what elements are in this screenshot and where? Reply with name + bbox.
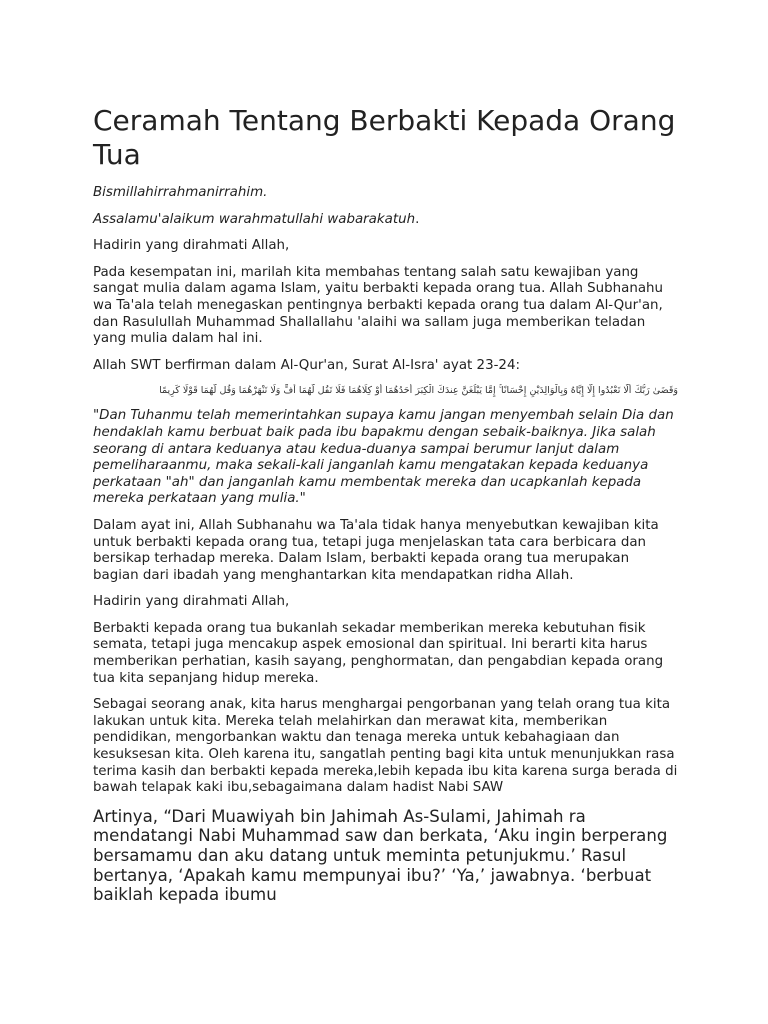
salam-line: [93, 212, 678, 229]
document-body: [93, 104, 678, 915]
paragraph-intro: Pada kesempatan ini, marilah kita membahas tentang salah satu kewajiban yang sangat mulia dalam agama Islam, yaitu berbakti kepada orang tua. Allah Subhanahu wa Ta'ala telah menegaskan pentingnya berbakti kepada orang tua dalam Al-Qur'an, dan Rasulullah Muhammad Shallallahu 'alaihi wa sallam juga memberikan teladan yang mulia dalam hal ini.: [93, 264, 664, 347]
greeting-2: Hadirin yang dirahmati Allah,: [93, 594, 290, 610]
paragraph-firman: Allah SWT berfirman dalam Al-Qur'an, Surat Al-Isra' ayat 23-24:: [93, 357, 520, 373]
bismillah-line: Bismillahirrahmanirrahim.: [93, 185, 268, 200]
document-title: Ceramah Tentang Berbakti Kepada Orang Tua: [93, 104, 676, 171]
greeting-1: Hadirin yang dirahmati Allah,: [93, 238, 290, 254]
paragraph-hadist: Artinya, “Dari Muawiyah bin Jahimah As-Sulami, Jahimah ra mendatangi Nabi Muhammad saw dan berkata, ‘Aku ingin berperang bersamamu dan aku datang untuk meminta petunjukmu.’ Rasul bertanya, ‘Apakah kamu mempunyai ibu?’ ‘Ya,’ jawabnya. ‘berbuat baiklah kepada ibumu: [93, 806, 668, 905]
arabic-verse: وَقَضَىٰ رَبُّكَ أَلَّا تَعْبُدُوا إِلَّا إِيَّاهُ وَبِالْوَالِدَيْنِ إِحْسَانًا ۚ إِمَّا يَبْلُغَنَّ عِندَكَ الْكِبَرَ أَحَدُهُمَا أَوْ كِلَاهُمَا فَلَا تَقُل لَّهُمَا أُفٍّ وَلَا تَنْهَرْهُمَا وَقُل لَّهُمَا قَوْلًا كَرِيمًا: [159, 385, 678, 397]
salam-text: Assalamu'alaikum warahmatullahi wabarakatuh: [93, 211, 416, 227]
paragraph-anak: Sebagai seorang anak, kita harus menghargai pengorbanan yang telah orang tua kita lakukan untuk kita. Mereka telah melahirkan dan merawat kita, memberikan pendidikan, mengorbankan waktu dan tenaga mereka untuk kebahagiaan dan kesuksesan kita. Oleh karena itu, sangatlah penting bagi kita untuk menunjukkan rasa terima kasih dan berbakti kepada mereka,lebih kepada ibu kita karena surga berada di bawah telapak kaki ibu,sebagaimana dalam hadist Nabi SAW: [93, 697, 678, 796]
quote-translation: [93, 408, 678, 508]
paragraph-berbakti: Berbakti kepada orang tua bukanlah sekadar memberikan mereka kebutuhan fisik semata, tetapi juga mencakup aspek emosional dan spiritual. Ini berarti kita harus memberikan perhatian, kasih sayang, penghormatan, dan pengabdian kepada orang tua kita sepanjang hidup mereka.: [93, 620, 664, 686]
quote-open-mark: ": [93, 408, 100, 424]
quote-close-mark: ": [299, 491, 306, 507]
quote-text: Dan Tuhanmu telah memerintahkan supaya kamu jangan menyembah selain Dia dan hendaklah kamu berbuat baik pada ibu bapakmu dengan sebaik-baiknya. Jika salah seorang di antara keduanya atau kedua-duanya sampai berumur lanjut dalam pemeliharaanmu, maka sekali-kali janganlah kamu mengatakan kepada keduanya perkataan "ah" dan janganlah kamu membentak mereka dan ucapkanlah kepada mereka perkataan yang mulia.: [93, 408, 674, 507]
paragraph-ayat: Dalam ayat ini, Allah Subhanahu wa Ta'ala tidak hanya menyebutkan kewajiban kita untuk berbakti kepada orang tua, tetapi juga menjelaskan tata cara berbicara dan bersikap terhadap mereka. Dalam Islam, berbakti kepada orang tua merupakan bagian dari ibadah yang menghantarkan kita mendapatkan ridha Allah.: [93, 517, 659, 583]
salam-period: .: [415, 211, 420, 227]
